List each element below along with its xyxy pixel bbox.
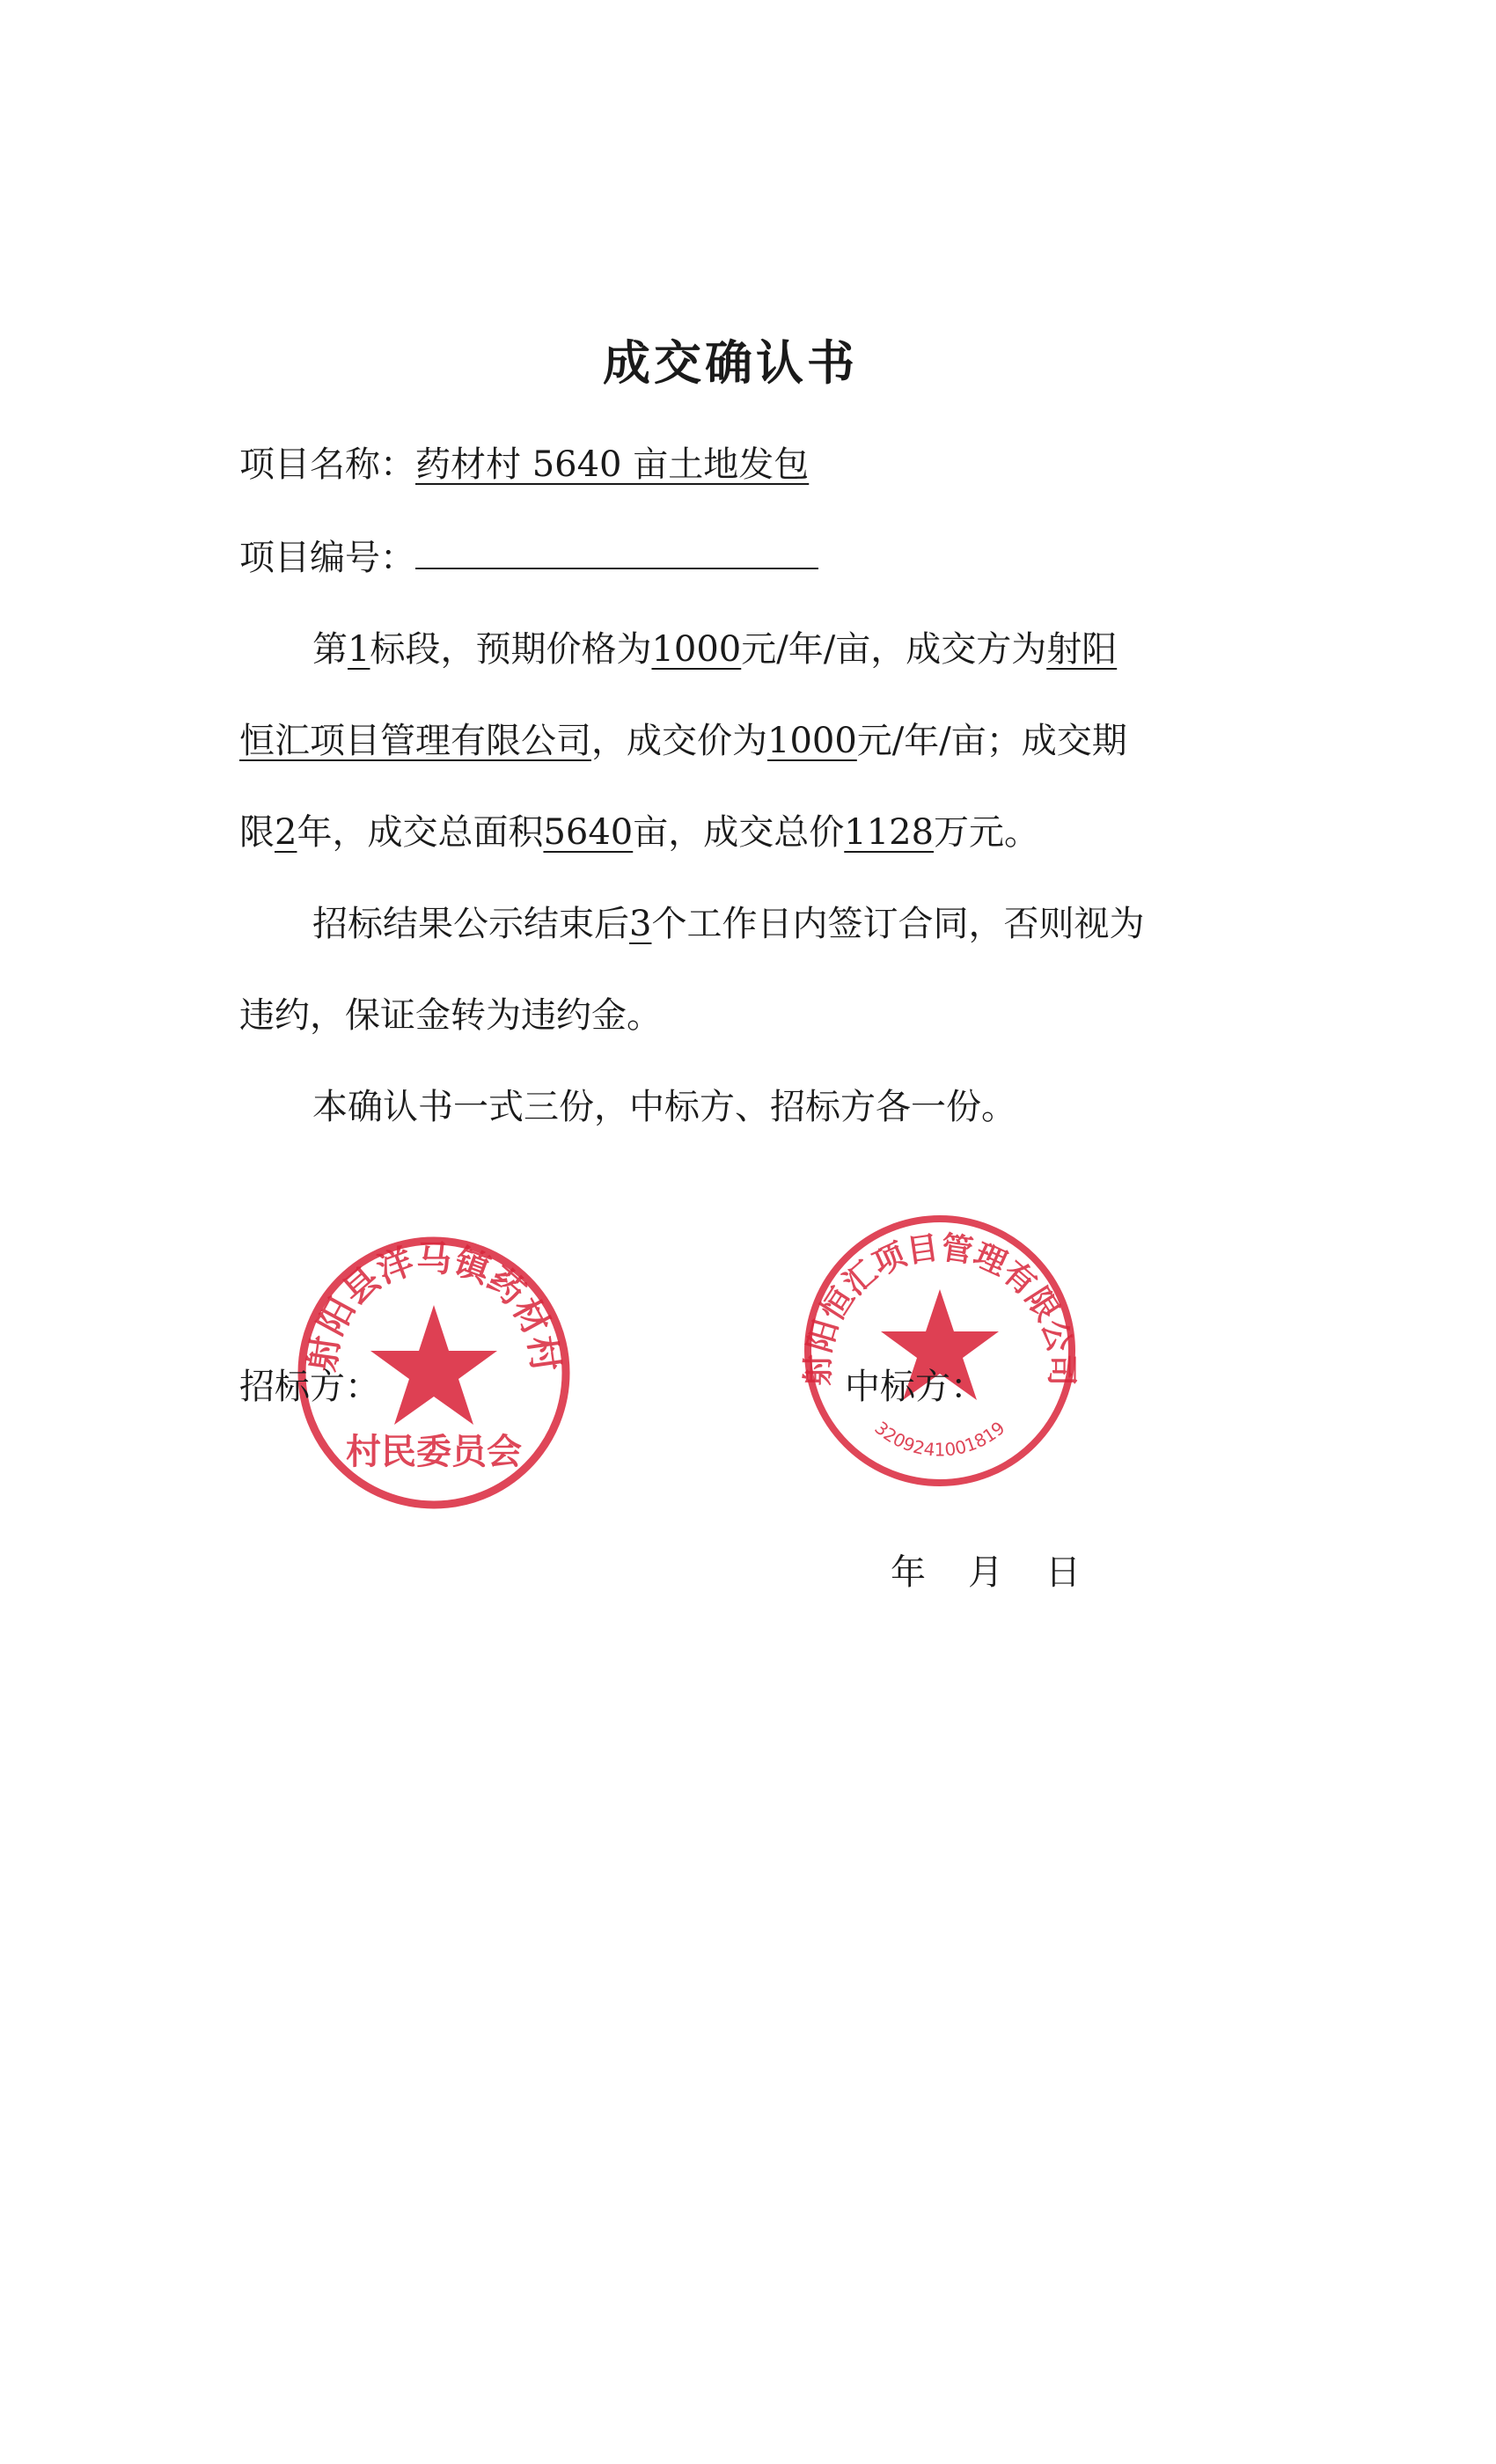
section-number: 1	[348, 629, 370, 670]
term-years: 2	[275, 812, 297, 853]
project-name-label: 项目名称：	[239, 444, 415, 485]
p2-text: 招标结果公示结束后	[312, 904, 629, 944]
paragraph-1-line-3	[239, 812, 1040, 853]
winner-label: 中标方：	[845, 1367, 986, 1407]
p2-text: 个工作日内签订合同，否则视为	[651, 904, 1145, 944]
deal-price: 1000	[767, 721, 857, 761]
p1-text: 第	[312, 629, 348, 670]
svg-text:射阳县洋马镇药材村: 射阳县洋马镇药材村	[302, 1239, 566, 1375]
paragraph-3: 本确认书一式三份，中标方、招标方各一份。	[312, 1087, 1016, 1127]
paragraph-2-line-1	[312, 906, 1144, 942]
tenderer-label: 招标方：	[239, 1367, 380, 1407]
paragraph-2-line-2	[239, 995, 662, 1036]
svg-text:射阳恒汇项目管理有限公司: 射阳恒汇项目管理有限公司	[800, 1229, 1080, 1386]
date-month: 月	[968, 1552, 1003, 1593]
project-name-value: 药材村 5640 亩土地发包	[415, 444, 810, 485]
project-number-label: 项目编号：	[239, 538, 415, 578]
project-number-row	[239, 540, 818, 576]
total-area: 5640	[543, 812, 634, 853]
p1-text: 年，成交总面积	[297, 812, 544, 853]
p1-text: 万元。	[934, 812, 1040, 853]
project-number-blank	[415, 541, 818, 569]
date-line	[891, 1544, 1123, 1595]
winner-name-part2: 恒汇项目管理有限公司	[239, 721, 591, 761]
winner-name-part1: 射阳	[1046, 629, 1118, 670]
p1-text: 元/年/亩，成交方为	[741, 629, 1047, 670]
paragraph-1-line-2	[239, 723, 1127, 759]
svg-text:3209241001819: 3209241001819	[870, 1417, 1009, 1461]
p1-text: 亩，成交总价	[633, 812, 845, 853]
contract-days: 3	[629, 904, 652, 944]
p1-text: 限	[239, 812, 275, 853]
paragraph-1-line-1	[312, 629, 1118, 670]
date-year: 年	[891, 1552, 926, 1593]
p1-text: 标段，预期价格为	[370, 629, 652, 670]
project-name-row	[239, 444, 810, 485]
svg-text:村民委员会: 村民委员会	[346, 1432, 522, 1472]
p1-text: ，成交价为	[591, 721, 767, 761]
company-seal	[795, 1206, 1085, 1496]
expected-price: 1000	[651, 629, 742, 670]
p2-text: 违约，保证金转为违约金。	[239, 995, 662, 1036]
p1-text: 元/年/亩；成交期	[856, 721, 1127, 761]
document-title: 成交确认书	[603, 334, 858, 391]
date-day: 日	[1045, 1552, 1081, 1593]
total-price: 1128	[844, 812, 935, 853]
